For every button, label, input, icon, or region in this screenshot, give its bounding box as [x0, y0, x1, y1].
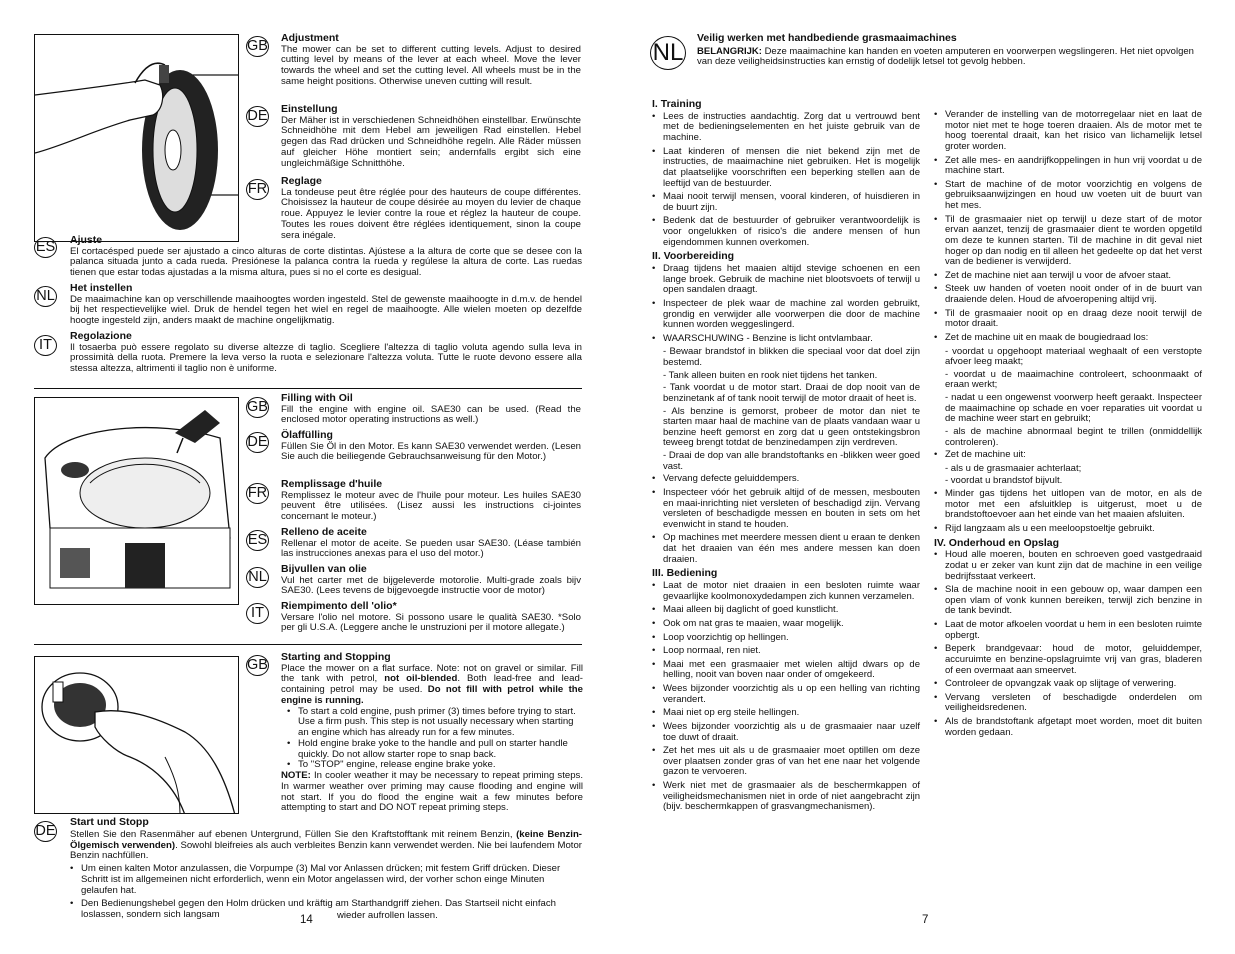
list-item: • Rijd langzaam als u een meeloopstoeltje gebruikt. — [934, 524, 1202, 535]
list-item: • To start a cold engine, push primer (3) times before trying to start. Use a firm push. This step is not usually necessary when starting an engine which has already run for a few minutes. — [287, 707, 583, 739]
list-item: • Steek uw handen of voeten nooit onder of in de buurt van draaiende delen. Houd de afvoeropening altijd vrij. — [934, 284, 1202, 305]
list-item: • Til de grasmaaier nooit op en draag deze nooit terwijl de motor draait. — [934, 309, 1202, 330]
lang-badge-it: IT — [34, 335, 57, 356]
list-item: • Lees de instructies aandachtig. Zorg dat u vertrouwd bent met de bedieningselementen en het juiste gebruik van de machine. — [652, 112, 920, 144]
list-item: • Als de brandstoftank afgetapt moet worden, moet dit buiten worden gedaan. — [934, 717, 1202, 738]
safety-intro: BELANGRIJK: Deze maaimachine kan handen en voeten amputeren en voorwerpen wegslingeren. Het niet opvolgen van deze veiligheidsinstructies kan ernstig of dodelijk letsel tot gevolg hebben. — [697, 45, 1194, 68]
list-item: • Den Bedienungshebel gegen den Holm drücken und kräftig am Starthandgriff ziehen. Das Startseil nicht einfach loslassen, sondern sich langsam — [70, 899, 582, 920]
oil-title-gb: Filling with Oil — [281, 392, 353, 404]
oil-title-de: Ölaffülling — [281, 429, 333, 441]
list-item: - Bewaar brandstof in blikken die speciaal voor dat doel zijn bestemd. — [663, 346, 920, 368]
adjust-title-fr: Reglage — [281, 175, 322, 187]
start-title-gb: Starting and Stopping — [281, 651, 391, 663]
list-item: - Tank alleen buiten en rook niet tijdens het tanken. — [663, 369, 878, 381]
lang-badge-nl: NL — [246, 567, 269, 588]
list-item: • Hold engine brake yoke to the handle and pull on starter handle quickly. Do not allow starter rope to snap back. — [287, 739, 583, 760]
page-number-right: 7 — [922, 914, 929, 926]
adjust-text-gb: The mower can be set to different cutting levels. Adjust to desired cutting level by means of the lever at each wheel. Move the lever towards the wheel and set the cutting level. All wheels must be in the same height positions. Otherwise uneven cutting will result. — [281, 43, 581, 87]
list-item: • Wees bijzonder voorzichtig als u op een helling van richting verandert. — [652, 684, 920, 705]
list-item: • Vervang defecte geluiddempers. — [652, 474, 920, 485]
list-item: • Maai niet op erg steile hellingen. — [652, 708, 920, 719]
adjust-title-it: Regolazione — [70, 330, 132, 342]
list-item: - voordat u opgehoopt materiaal weghaalt of een verstopte afvoer leeg maakt; — [945, 345, 1202, 368]
oil-text-de: Füllen Sie Öl in den Motor. Es kann SAE30 verwendet werden. (Lesen Sie auch die beiliegende Gebrauchsanweisung für den Motor.) — [281, 440, 581, 463]
list-item: - Als benzine is gemorst, probeer de motor dan niet te starten maar haal de machine van de plaats vandaan waar u benzine heeft gemorst en zorg dat u geen ontstekingsbron teweeg brengt totdat de benzinedampen zijn verdreven. — [663, 405, 920, 449]
list-item: - Tank voordat u de motor start. Draai de dop nooit van de benzinetank af of tank nooit terwijl de motor draait of heet is. — [663, 382, 920, 404]
list-item: • Ook om nat gras te maaien, waar mogelijk. — [652, 619, 920, 630]
list-item: • To "STOP" engine, release engine brake yoke. — [287, 760, 583, 771]
list-item: - als de machine abnormaal begint te trillen (onmiddellijk controleren). — [945, 425, 1202, 448]
adjust-title-gb: Adjustment — [281, 32, 339, 44]
oil-title-es: Relleno de aceite — [281, 526, 367, 538]
oil-title-fr: Remplissage d'huile — [281, 478, 383, 490]
list-item: • Inspecteer vóór het gebruik altijd of de messen, mesbouten en maai-inrichting niet versleten of beschadigd zijn. Vervang versleten of beschadigde messen en bouten in sets om het evenwicht in stand te houden. — [652, 488, 920, 531]
start-steps-de — [70, 864, 582, 921]
wheel-adjust-illustration — [34, 34, 239, 242]
list-item: - voordat u de maaimachine controleert, schoonmaakt of eraan werkt; — [945, 368, 1202, 391]
list-item: • Um einen kalten Motor anzulassen, die Vorpumpe (3) Mal vor Anlassen drücken; mit festem Griff drücken. Dieser Schritt ist im allgemeinen nicht erforderlich, wenn ein Motor angelassen wird, der vorher schon einge Minuten gelaufen hat. — [70, 864, 582, 896]
list-item: • Werk niet met de grasmaaier als de beschermkappen of veiligheidsmechanismen niet in orde of niet aangebracht zijn (bijv. beschermkappen of grasvangmechanismen). — [652, 781, 920, 813]
oil-text-es: Rellenar el motor de aceite. Se pueden usar SAE30. (Léase también las instrucciones anexas para el uso del motor.) — [281, 537, 581, 560]
list-item: • Laat de motor niet draaien in een besloten ruimte waar gevaarlijke koolmonoxydedampen zich kunnen verzamelen. — [652, 581, 920, 602]
safety-title: Veilig werken met handbediende grasmaaimachines — [697, 32, 957, 44]
section-heading: IV. Onderhoud en Opslag — [934, 536, 1060, 549]
start-steps-gb — [287, 707, 583, 771]
oil-text-nl: Vul het carter met de bijgeleverde motorolie. Multi-grade zoals bijv SAE30. (Lees tevens de bijgevoegde instructie voor de motor) — [281, 574, 581, 597]
list-item: • Zet alle mes- en aandrijfkoppelingen in hun vrij voordat u de machine start. — [934, 156, 1202, 177]
list-item: • Verander de instelling van de motorregelaar niet en laat de motor niet met te hoge toeren draaien. Als de motor met te hoog toerental draait, kan het risico van lichamelijk letsel groter worden. — [934, 110, 1202, 153]
safety-column-1 — [652, 94, 920, 816]
start-text-gb: Place the mower on a flat surface. Note: not on gravel or similar. Fill the tank with petrol, not oil-blended. Both lead-free and lead-containing petrol may be used. Do not fill with petrol while the engine is running. — [281, 662, 583, 706]
list-item: • Inspecteer de plek waar de machine zal worden gebruikt, grondig en verwijder alle voorwerpen die door de machine kunnen worden weggeslingerd. — [652, 299, 920, 331]
list-item: • Houd alle moeren, bouten en schroeven goed vastgedraaid zodat u er zeker van kunt zijn dat de machine in een veilige bedrijfsstaat verkeert. — [934, 550, 1202, 582]
lang-badge-es: ES — [34, 237, 57, 258]
section-divider — [34, 388, 582, 389]
list-item: • Controleer de opvangzak vaak op slijtage of verwering. — [934, 679, 1202, 690]
list-item: • Draag tijdens het maaien altijd stevige schoenen en een lange broek. Gebruik de machine niet blootsvoets of terwijl u open sandalen draagt. — [652, 264, 920, 296]
list-item: • Sla de machine nooit in een gebouw op, waar dampen een open vlam of vonk kunnen bereiken, terwijl zich benzine in de tank bevindt. — [934, 585, 1202, 617]
lang-badge-gb: GB — [246, 36, 269, 57]
lang-badge-it: IT — [246, 603, 269, 624]
list-item: • Bedenk dat de bestuurder of gebruiker verantwoordelijk is voor ongelukken of risico's die andere mensen of hun eigendommen kunnen overkomen. — [652, 216, 920, 248]
list-item: • Maai met een grasmaaier met wielen altijd dwars op de helling, nooit van boven naar onder of omgekeerd. — [652, 660, 920, 681]
list-item: • Maai nooit terwijl mensen, vooral kinderen, of huisdieren in de buurt zijn. — [652, 192, 920, 213]
primer-button-illustration — [34, 656, 239, 814]
oil-text-it: Versare l'olio nel motore. Si possono usare le qualità SAE30. *Solo per gli U.S.A. (Leggere anche le unstruzioni per il motore allegate.) — [281, 611, 581, 634]
list-item: • Wees bijzonder voorzichtig als u de grasmaaier naar uzelf toe duwt of draait. — [652, 722, 920, 743]
list-item: • Zet de machine niet aan terwijl u voor de afvoer staat. — [934, 271, 1202, 282]
list-item: • Maai alleen bij daglicht of goed kunstlicht. — [652, 605, 920, 616]
lang-badge-de: DE — [246, 432, 269, 453]
start-note-gb: NOTE: In cooler weather it may be necessary to repeat priming steps. In warmer weather over priming may cause flooding and engine will not start. If you do flood the engine wait a few minutes before attempting to start and DO NOT repeat priming steps. — [281, 770, 583, 814]
lang-badge-fr: FR — [246, 483, 269, 504]
list-item: • Til de grasmaaier niet op terwijl u deze start of de motor ervan aanzet, tenzij de grasmaaier dient te worden opgetild om deze te kunnen starten. Til de machine in dit geval niet hoger op dan nodig en til alleen het gedeelte op dat het verst van de bediener is verwijderd. — [934, 215, 1202, 268]
adjust-text-it: Il tosaerba può essere regolato su diverse altezze di taglio. Scegliere l'altezza di taglio voluta agendo sulla leva in prossimità della ruota. Premere la leva verso la ruota e selezionare l'altezza voluta. Tutte le ruote devono essere alla stessa altezza, altrimenti il taglio non è uniforme. — [70, 341, 582, 375]
section-heading: II. Voorbereiding — [652, 250, 735, 263]
list-item: • Laat de motor afkoelen voordat u hem in een besloten ruimte opbergt. — [934, 620, 1202, 641]
list-item: • Beperk brandgevaar: houd de motor, geluiddemper, accuruimte en benzine-opslagruimte vrij van gras, bladeren of een overmaat aan smeervet. — [934, 644, 1202, 676]
lang-badge-de: DE — [246, 106, 269, 127]
engine-oil-illustration — [34, 397, 239, 605]
oil-title-it: Riempimento dell 'olio* — [281, 600, 397, 612]
list-item: • Vervang versleten of beschadigde onderdelen om veiligheidsredenen. — [934, 693, 1202, 714]
start-text-de-tail: wieder aufrollen lassen. — [337, 910, 438, 921]
page-number-left: 14 — [300, 914, 313, 926]
adjust-title-nl: Het instellen — [70, 282, 133, 294]
lang-badge-nl: NL — [650, 36, 686, 70]
list-item: • Start de machine of de motor voorzichtig en volgens de gebruiksaanwijzingen en houd uw voeten uit de buurt van het mes. — [934, 180, 1202, 212]
start-title-de: Start und Stopp — [70, 816, 149, 828]
adjust-text-nl: De maaimachine kan op verschillende maaihoogtes worden ingesteld. Stel de gewenste maaihoogte in d.m.v. de hendel bij het respectievelijke wiel. Druk de hendel tegen het wiel en regel de maaihoogte. Alle wielen moeten op dezelfde hoogte ingesteld zijn, anders maakt de machine ongelijkmatig. — [70, 293, 582, 327]
list-item: • Laat kinderen of mensen die niet bekend zijn met de instructies, de maaimachine niet gebruiken. Het is mogelijk dat plaatselijke voorschriften een beperking stellen aan de leeftijd van de bestuurder. — [652, 147, 920, 190]
list-item: • Minder gas tijdens het uitlopen van de motor, en als de motor met een afsluitklep is uitgerust, moet u de brandstoftoevoer aan het einde van het maaien afsluiten. — [934, 489, 1202, 521]
list-item: • WAARSCHUWING - Benzine is licht ontvlambaar. — [652, 334, 920, 345]
list-item: • Loop voorzichtig op hellingen. — [652, 633, 920, 644]
lang-badge-gb: GB — [246, 655, 269, 676]
lang-badge-es: ES — [246, 530, 269, 551]
adjust-text-de: Der Mäher ist in verschiedenen Schneidhöhen einstellbar. Erwünschte Schneidhöhe mit dem Hebel am jeweiligen Rad einstellen. Hebel gegen das Rad drücken und Schneidhöhe regeln. Alle Räder müssen auf gleicher Höhe montiert sein; andernfalls ergibt sich eine ungleichmäßige Schnitthöhe. — [281, 114, 581, 169]
lang-badge-nl: NL — [34, 286, 57, 307]
section-divider — [34, 644, 582, 645]
list-item: - Draai de dop van alle brandstoftanks en -blikken weer goed vast. — [663, 450, 920, 472]
list-item: • Zet de machine uit: — [934, 450, 1202, 461]
oil-text-gb: Fill the engine with engine oil. SAE30 can be used. (Read the enclosed motor operating instructions as well.) — [281, 403, 581, 426]
list-item: - als u de grasmaaier achterlaat; — [945, 462, 1082, 474]
adjust-text-es: El cortacésped puede ser ajustado a cinco alturas de corte distintas. Ajústese a la altura de corte que se desee con la palanca situada junto a cada rueda. Presiónese la palanca contra la rueda y regúlese la altura de corte. Las ruedas tienen que estar todas ajustadas a la misma altura, pues si no el corte es desigual. — [70, 245, 582, 279]
safety-column-2 — [934, 110, 1202, 741]
oil-title-nl: Bijvullen van olie — [281, 563, 367, 575]
start-text-de: Stellen Sie den Rasenmäher auf ebenen Untergrund, Füllen Sie den Kraftstofftank mit reinem Benzin, (keine Benzin-Ölgemisch verwenden). Sowohl bleifreies als auch verbleites Benzin kann verwendet werden. Nie bei laufendem Motor Benzin nachfüllen. — [70, 829, 583, 862]
list-item: • Zet het mes uit als u de grasmaaier moet optillen om deze over plaatsen zonder gras of van het ene naar het volgende gazon te vervoeren. — [652, 746, 920, 778]
oil-text-fr: Remplissez le moteur avec de l'huile pour moteur. Les huiles SAE30 peuvent être utilisées. (Lisez aussi les instructions ci-jointes concernant le moteur.) — [281, 489, 581, 523]
list-item: • Loop normaal, ren niet. — [652, 646, 920, 657]
section-heading: I. Training — [652, 98, 702, 110]
lang-badge-fr: FR — [246, 179, 269, 200]
adjust-title-de: Einstellung — [281, 103, 338, 115]
list-item: • Op machines met meerdere messen dient u eraan te denken dat het draaien van één mes andere messen kan doen draaien. — [652, 533, 920, 565]
list-item: - nadat u een ongewenst voorwerp heeft geraakt. Inspecteer de maaimachine op schade en voer reparaties uit voordat u de machine weer start en gebruikt; — [945, 392, 1202, 425]
lang-badge-gb: GB — [246, 397, 269, 418]
adjust-title-es: Ajuste — [70, 234, 103, 246]
adjust-text-fr: La tondeuse peut être réglée pour des hauteurs de coupe différentes. Choisissez la hauteur de coupe désirée au moyen du levier de chaque roue. Appuyez le levier contre la roue et réglez la hauteur de coupe. Toutes les roues doivent être réglées identiquement, sinon la coupe sera inégale. — [281, 186, 581, 241]
section-heading: III. Bediening — [652, 567, 718, 580]
list-item: • Zet de machine uit en maak de bougiedraad los: — [934, 333, 1202, 344]
list-item: - voordat u brandstof bijvult. — [945, 475, 1063, 487]
lang-badge-de: DE — [34, 821, 57, 842]
